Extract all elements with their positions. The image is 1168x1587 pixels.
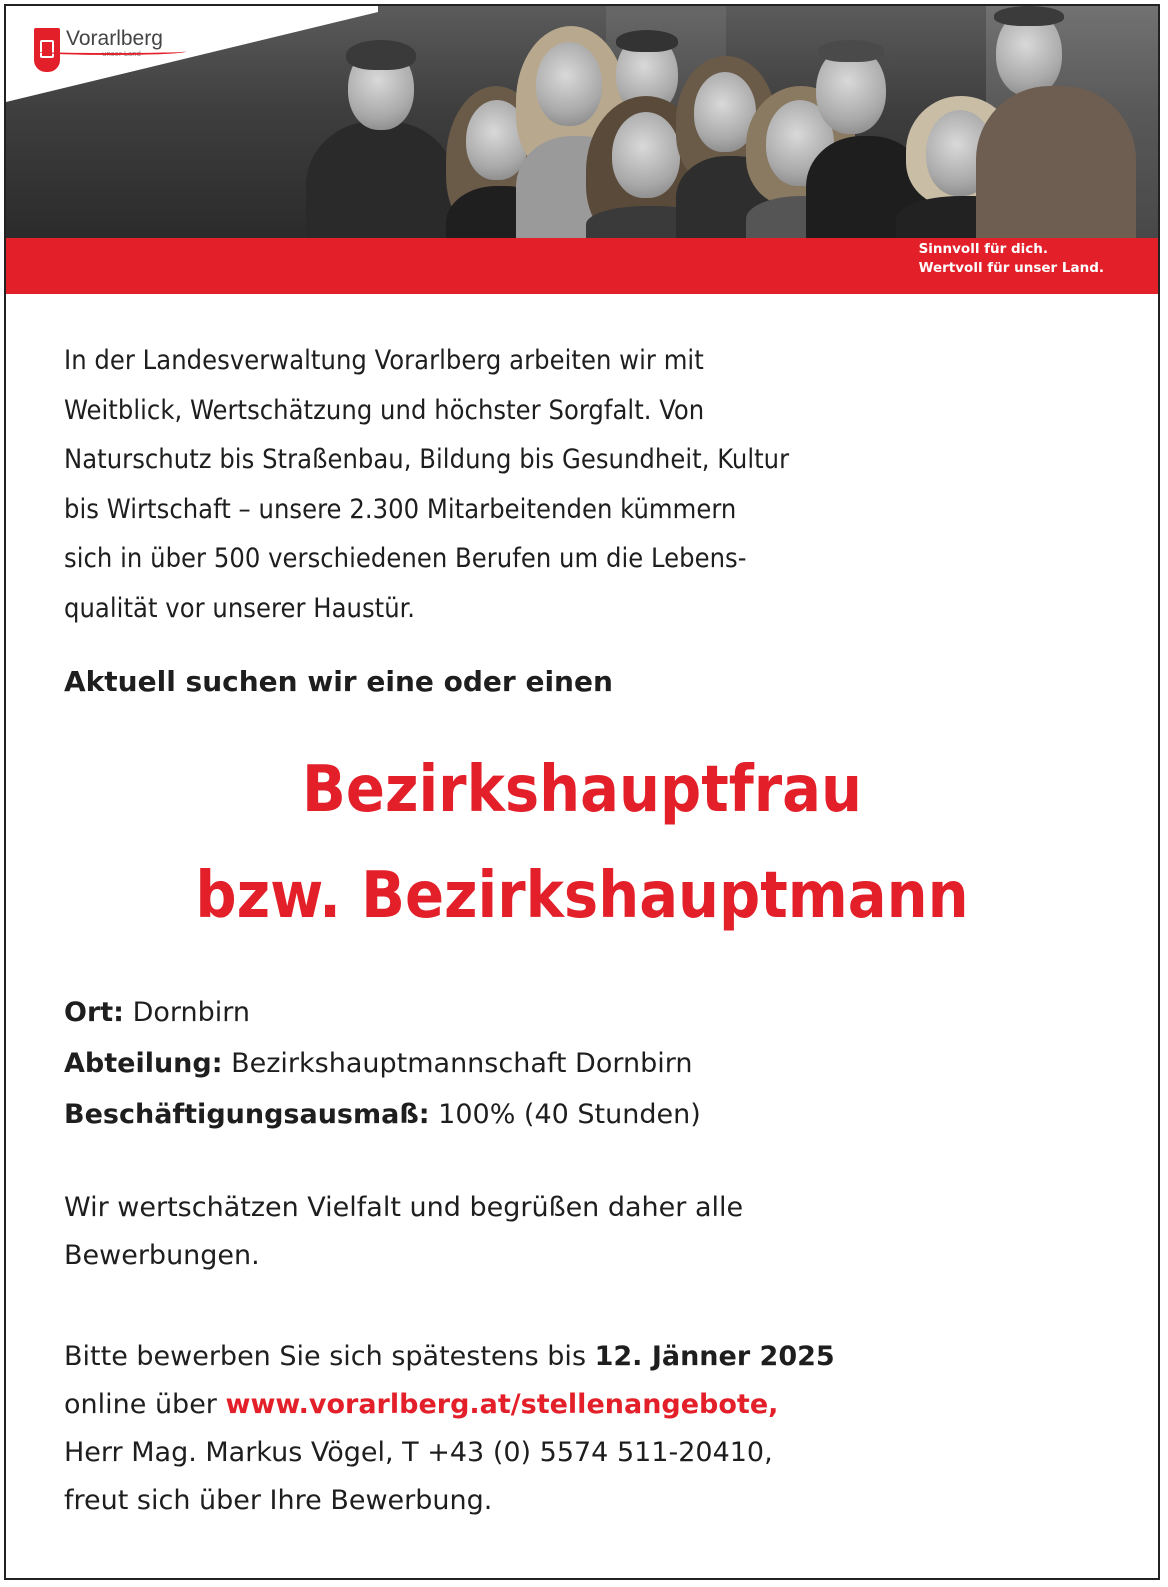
- fact-value: Bezirkshauptmannschaft Dornbirn: [222, 1048, 693, 1079]
- deadline: 12. Jänner 2025: [594, 1341, 835, 1372]
- fact-location: [64, 987, 701, 1038]
- fact-label: Abteilung:: [64, 1048, 223, 1079]
- intro-line: Naturschutz bis Straßenbau, Bildung bis Gesundheit, Kultur: [64, 444, 790, 476]
- application-info: [64, 1333, 1124, 1525]
- apply-text: Bitte bewerben Sie sich spätestens bis: [64, 1341, 595, 1372]
- intro-paragraph: [64, 336, 1104, 634]
- intro-line: sich in über 500 verschiedenen Berufen um die Lebens-: [64, 543, 747, 575]
- job-title-line-1: Bezirkshauptfrau: [302, 753, 862, 827]
- intro-line: qualität vor unserer Haustür.: [64, 592, 415, 624]
- apply-text: online über: [64, 1389, 226, 1420]
- fact-employment: [64, 1089, 701, 1140]
- fact-value: Dornbirn: [123, 997, 250, 1028]
- diversity-statement: [64, 1184, 964, 1280]
- diversity-line: Wir wertschätzen Vielfalt und begrüßen daher alle: [64, 1192, 744, 1223]
- diversity-line: Bewerbungen.: [64, 1240, 260, 1271]
- slogan-line-2: Wertvoll für unser Land.: [918, 260, 1104, 276]
- job-facts: [64, 987, 701, 1140]
- job-portal-link[interactable]: www.vorarlberg.at/stellenangebote,: [225, 1389, 779, 1420]
- intro-line: Weitblick, Wertschätzung und höchster Sorgfalt. Von: [64, 394, 705, 426]
- team-photo: [6, 6, 1158, 238]
- fact-value: 100% (40 Stunden): [429, 1099, 701, 1130]
- slogan: [919, 240, 1104, 278]
- fact-department: [64, 1038, 701, 1089]
- job-title-line-2: bzw. Bezirkshauptmann: [195, 859, 969, 933]
- slogan-line-1: Sinnvoll für dich.: [918, 241, 1049, 257]
- intro-line: In der Landesverwaltung Vorarlberg arbeiten wir mit: [64, 345, 704, 376]
- fact-label: Beschäftigungsausmaß:: [64, 1099, 430, 1130]
- fact-label: Ort:: [64, 997, 124, 1028]
- contact-line: Herr Mag. Markus Vögel, T +43 (0) 5574 511-20410,: [64, 1437, 773, 1468]
- closing-line: freut sich über Ihre Bewerbung.: [64, 1485, 493, 1516]
- logo-name: Vorarlberg: [66, 27, 163, 50]
- job-ad: [4, 4, 1160, 1580]
- intro-line: bis Wirtschaft – unsere 2.300 Mitarbeitenden kümmern: [64, 493, 737, 525]
- lead-text: Aktuell suchen wir eine oder einen: [64, 665, 613, 698]
- logo-sub: unser Land: [102, 50, 141, 58]
- logo-swoosh: [36, 48, 186, 55]
